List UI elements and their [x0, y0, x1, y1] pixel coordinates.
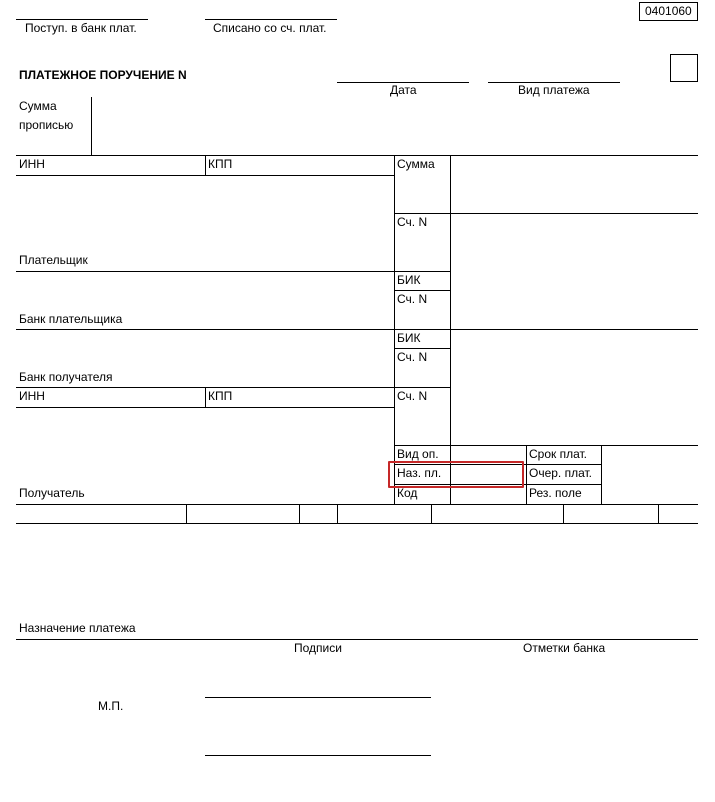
- payer-bank-label: Банк плательщика: [19, 312, 123, 326]
- payer-name-field[interactable]: [16, 176, 394, 251]
- recipient-bik-rule: [394, 348, 450, 349]
- amount-words-label: Сумма: [19, 99, 57, 113]
- tax-divider-5: [563, 504, 564, 523]
- payer-inn-kpp-divider: [205, 155, 206, 175]
- stamp-label: М.П.: [98, 699, 124, 713]
- payer-label: Плательщик: [19, 253, 88, 267]
- purpose-field[interactable]: [16, 525, 698, 620]
- signatures-label: Подписи: [294, 641, 342, 655]
- debited-label: Списано со сч. плат.: [213, 21, 327, 35]
- recipient-inn-kpp-divider: [205, 387, 206, 407]
- purpose-rule: [16, 639, 698, 640]
- signature-line-1[interactable]: [205, 697, 431, 698]
- status-box[interactable]: [670, 54, 698, 82]
- payer-bik-label: БИК: [397, 273, 421, 287]
- recipient-bank-label: Банк получателя: [19, 370, 113, 384]
- page-title: ПЛАТЕЖНОЕ ПОРУЧЕНИЕ N: [19, 68, 187, 82]
- tax-divider-3: [337, 504, 338, 523]
- tax-divider-4: [431, 504, 432, 523]
- debited-date-line[interactable]: [205, 19, 337, 20]
- payer-account-label: Сч. N: [397, 215, 428, 229]
- recipient-account-label: Сч. N: [397, 389, 428, 403]
- date-label: Дата: [390, 83, 417, 97]
- purpose-code-label: Наз. пл.: [397, 466, 442, 480]
- amount-words-divider: [91, 97, 92, 156]
- code-label: Код: [397, 486, 418, 500]
- amount-label: Сумма: [397, 157, 435, 171]
- amount-field[interactable]: [451, 156, 698, 213]
- op-rule-1: [394, 445, 698, 446]
- priority-label: Очер. плат.: [529, 466, 593, 480]
- recipient-bank-account-label: Сч. N: [397, 350, 428, 364]
- purpose-label: Назначение платежа: [19, 621, 136, 635]
- recipient-kpp-label: КПП: [208, 389, 233, 403]
- op-divider-1: [526, 445, 527, 504]
- payment-type-label: Вид платежа: [518, 83, 590, 97]
- recipient-name-field[interactable]: [16, 408, 394, 486]
- op-divider-2: [601, 445, 602, 504]
- bank-marks-label: Отметки банка: [523, 641, 606, 655]
- recipient-account-field[interactable]: [451, 330, 698, 445]
- payer-bik-rule: [394, 290, 450, 291]
- tax-row-top: [16, 504, 698, 505]
- recipient-bank-field[interactable]: [16, 330, 394, 368]
- payer-bank-account-label: Сч. N: [397, 292, 428, 306]
- payer-account-field[interactable]: [451, 214, 698, 271]
- signature-line-2[interactable]: [205, 755, 431, 756]
- amount-words-label-2: прописью: [19, 118, 74, 132]
- due-date-label: Срок плат.: [529, 447, 588, 461]
- payer-bank-field[interactable]: [16, 272, 394, 310]
- tax-row-bottom: [16, 523, 698, 524]
- recipient-bank-rule: [16, 387, 450, 388]
- purpose-code-highlight[interactable]: [388, 461, 524, 488]
- recipient-bik-label: БИК: [397, 331, 421, 345]
- reserved-label: Рез. поле: [529, 486, 582, 500]
- received-label: Поступ. в банк плат.: [25, 21, 137, 35]
- tax-divider-2: [299, 504, 300, 523]
- payer-inn-label: ИНН: [19, 157, 45, 171]
- tax-divider-6: [658, 504, 659, 523]
- recipient-label: Получатель: [19, 486, 85, 500]
- form-code: 0401060: [645, 4, 692, 18]
- tax-divider-1: [186, 504, 187, 523]
- payer-kpp-label: КПП: [208, 157, 233, 171]
- recipient-inn-label: ИНН: [19, 389, 45, 403]
- op-type-label: Вид оп.: [397, 447, 439, 461]
- received-date-line[interactable]: [16, 19, 148, 20]
